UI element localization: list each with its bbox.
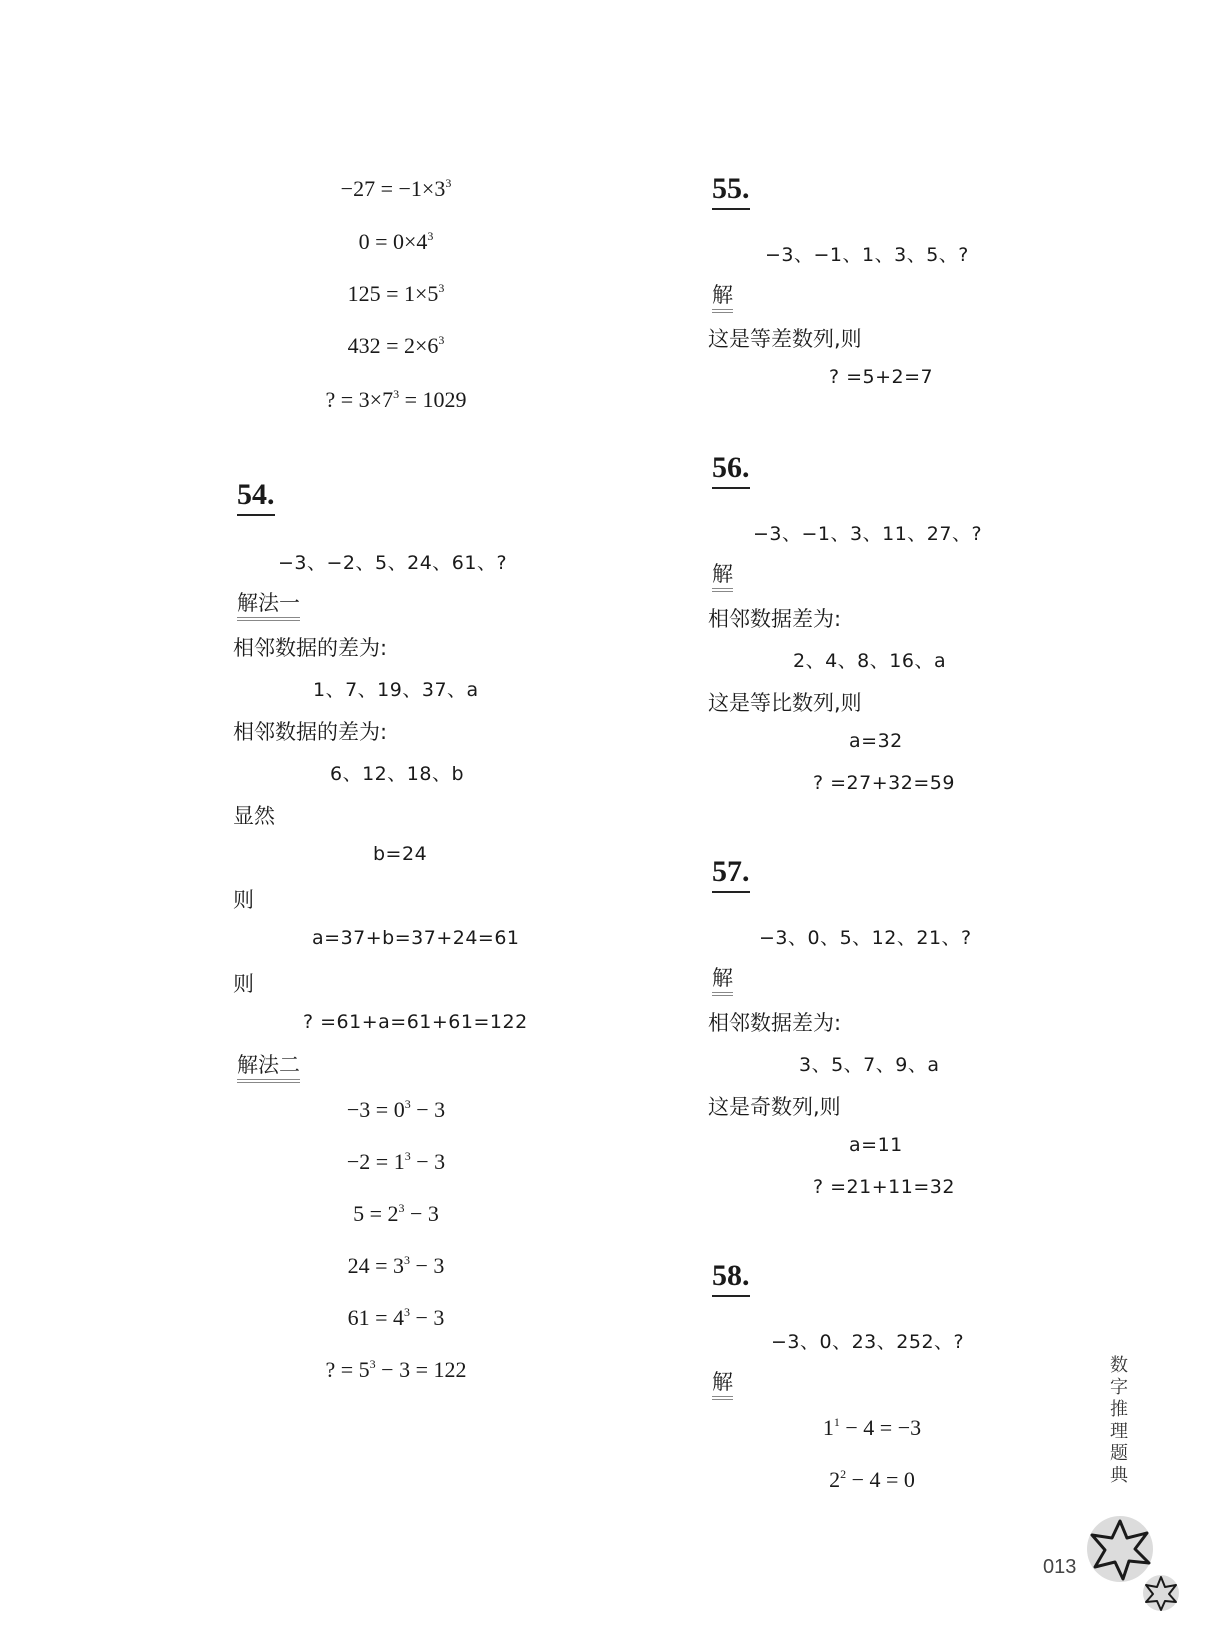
equation-line: $125 = 1\times 5^3$ [347, 281, 445, 306]
equation-line: $432 = 2\times 6^3$ [347, 333, 445, 358]
explanation-text: 相邻数据的差为: [233, 636, 388, 660]
equation-line: $-3 = 0^3 - 3$ [346, 1097, 446, 1122]
explanation-text: 相邻数据差为: [708, 1011, 842, 1035]
difference-sequence: 6、12、18、b [330, 763, 465, 785]
explanation-text: 相邻数据差为: [708, 607, 842, 631]
question-sequence: −3、−1、3、11、27、? [753, 523, 983, 545]
explanation-text: 这是奇数列,则 [708, 1095, 841, 1119]
explanation-text: 显然 [233, 804, 275, 828]
equation-line: a=11 [849, 1134, 903, 1156]
question-number-58: 58. [712, 1259, 750, 1297]
answer-equation: ? =27+32=59 [813, 772, 955, 794]
question-sequence: −3、−2、5、24、61、? [278, 552, 508, 574]
equation-line: $0 = 0\times 4^3$ [358, 229, 434, 254]
equation-line: $24 = 3^3 - 3$ [347, 1253, 445, 1278]
explanation-text: 这是等比数列,则 [708, 691, 862, 715]
equation-line: $2^2 - 4 = 0$ [829, 1467, 915, 1492]
explanation-text: 相邻数据的差为: [233, 720, 388, 744]
question-sequence: −3、0、23、252、? [771, 1331, 965, 1353]
difference-sequence: 1、7、19、37、a [313, 679, 479, 701]
explanation-text: 则 [233, 888, 254, 912]
difference-sequence: 2、4、8、16、a [793, 650, 947, 672]
answer-equation: ? =61+a=61+61=122 [303, 1011, 528, 1033]
side-book-title: 数字推理题典 [1110, 1355, 1128, 1486]
equation-line: b=24 [373, 843, 428, 865]
equation-line: ? = $5^3 - 3 = 122$ [325, 1357, 467, 1382]
answer-equation: ? =21+11=32 [813, 1176, 955, 1198]
explanation-text: 这是等差数列,则 [708, 327, 862, 351]
question-number-55: 55. [712, 172, 750, 210]
solution-label: 解 [712, 282, 733, 313]
answer-equation: ? =5+2=7 [829, 366, 934, 388]
solution-label: 解 [712, 1369, 733, 1400]
question-sequence: −3、0、5、12、21、? [759, 927, 972, 949]
solution-label: 解 [712, 561, 733, 592]
question-number-56: 56. [712, 451, 750, 489]
equation-line: $-27 = -1\times 3^3$ [340, 176, 452, 201]
difference-sequence: 3、5、7、9、a [799, 1054, 940, 1076]
equation-line: a=32 [849, 730, 903, 752]
equation-line: a=37+b=37+24=61 [312, 927, 520, 949]
equation-line: $61 = 4^3 - 3$ [347, 1305, 445, 1330]
equation-line: ? = $3\times 7^3 = 1029$ [325, 387, 467, 412]
explanation-text: 则 [233, 972, 254, 996]
equation-line: $1^1 - 4 = -3$ [822, 1415, 922, 1440]
solution-label: 解 [712, 965, 733, 996]
equation-line: $-2 = 1^3 - 3$ [346, 1149, 446, 1174]
question-number-54: 54. [237, 478, 275, 516]
question-sequence: −3、−1、1、3、5、? [765, 244, 969, 266]
page-number: 013 [1043, 1556, 1077, 1578]
method-one-label: 解法一 [237, 590, 300, 621]
equation-line: $5 = 2^3 - 3$ [353, 1201, 439, 1226]
question-number-57: 57. [712, 855, 750, 893]
star-burst-icon [1075, 1505, 1185, 1615]
method-two-label: 解法二 [237, 1052, 300, 1083]
